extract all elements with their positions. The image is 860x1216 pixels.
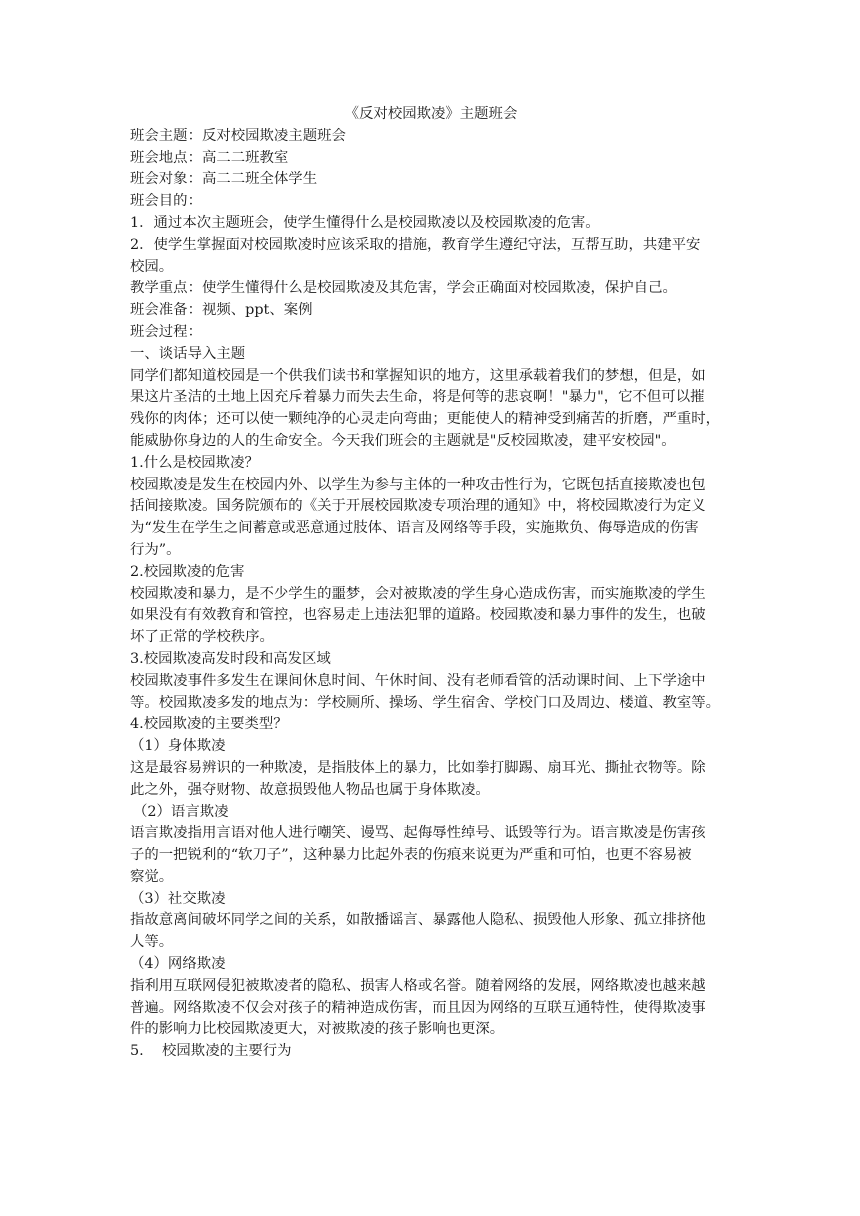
meta-topic: 班会主题：反对校园欺凌主题班会 (130, 127, 346, 144)
meta-location: 班会地点：高二二班教室 (130, 149, 289, 166)
subsection-heading: 1.什么是校园欺凌？ (130, 454, 259, 471)
key-point: 教学重点：使学生懂得什么是校园欺凌及其危害，学会正确面对校园欺凌，保护自己。 (130, 280, 677, 297)
paragraph-line: 人等。 (130, 934, 174, 951)
type-heading: （2）语言欺凌 (133, 803, 229, 820)
subsection-heading: 2.校园欺凌的危害 (130, 563, 245, 580)
paragraph-line: 语言欺凌指用言语对他人进行嘲笑、谩骂、起侮辱性绰号、诋毁等行为。语言欺凌是伤害孩 (130, 825, 706, 842)
paragraph-line: 指利用互联网侵犯被欺凌者的隐私、损害人格或名誉。随着网络的发展，网络欺凌也越来越 (130, 977, 706, 994)
objective-1: 1．通过本次主题班会，使学生懂得什么是校园欺凌以及校园欺凌的危害。 (130, 214, 600, 231)
paragraph-line: 能威胁你身边的人的生命安全。今天我们班会的主题就是"反校园欺凌，建平安校园"。 (130, 432, 676, 449)
paragraph-line: 同学们都知道校园是一个供我们读书和掌握知识的地方，这里承载着我们的梦想，但是，如 (130, 367, 706, 384)
type-heading: （1）身体欺凌 (130, 738, 226, 755)
paragraph-line: 果这片圣洁的土地上因充斥着暴力而失去生命，将是何等的悲哀啊！"暴力"，它不但可以摧 (130, 389, 705, 406)
paragraph-line: 校园欺凌和暴力，是不少学生的噩梦，会对被欺凌的学生身心造成伤害，而实施欺凌的学生 (130, 585, 706, 602)
paragraph-line: 为“发生在学生之间蓄意或恶意通过肢体、语言及网络等手段，实施欺负、侮辱造成的伤害 (130, 520, 699, 537)
process-label: 班会过程： (130, 323, 202, 340)
paragraph-line: 普遍。网络欺凌不仅会对孩子的精神造成伤害，而且因为网络的互联互通特性，使得欺凌事 (130, 999, 706, 1016)
paragraph-line: 校园欺凌是发生在校园内外、以学生为参与主体的一种攻击性行为，它既包括直接欺凌也包 (130, 476, 706, 493)
paragraph-line: 察觉。 (130, 868, 174, 885)
paragraph-line: 坏了正常的学校秩序。 (130, 629, 274, 646)
paragraph-line: 指故意离间破坏同学之间的关系，如散播谣言、暴露他人隐私、损毁他人形象、孤立排挤他 (130, 912, 706, 929)
objective-2: 2．使学生掌握面对校园欺凌时应该采取的措施，教育学生遵纪守法，互帮互助，共建平安 (130, 236, 701, 253)
type-heading: （3）社交欺凌 (130, 890, 226, 907)
section-heading: 一、谈话导入主题 (130, 345, 246, 362)
paragraph-line: 如果没有有效教育和管控，也容易走上违法犯罪的道路。校园欺凌和暴力事件的发生，也破 (130, 607, 706, 624)
meta-purpose-label: 班会目的： (130, 193, 202, 210)
document-page (130, 104, 732, 1063)
paragraph-line: 括间接欺凌。国务院颁布的《关于开展校园欺凌专项治理的通知》中，将校园欺凌行为定义 (130, 498, 706, 515)
document-title: 《反对校园欺凌》主题班会 (344, 106, 518, 122)
preparation: 班会准备：视频、ppt、案例 (130, 302, 313, 319)
subsection-heading: 5. 校园欺凌的主要行为 (130, 1043, 292, 1060)
paragraph-line: 这是最容易辨识的一种欺凌，是指肢体上的暴力，比如拳打脚踢、扇耳光、撕扯衣物等。除 (130, 759, 706, 776)
paragraph-line: 等。校园欺凌多发的地点为：学校厕所、操场、学生宿舍、学校门口及周边、楼道、教室等。 (130, 694, 721, 711)
paragraph-line: 此之外，强夺财物、故意损毁他人物品也属于身体欺凌。 (130, 781, 490, 798)
paragraph-line: 行为”。 (130, 541, 181, 558)
paragraph-line: 子的一把锐利的“软刀子”，这种暴力比起外表的伤痕来说更为严重和可怕，也更不容易被 (130, 847, 692, 864)
paragraph-line: 残你的肉体；还可以使一颗纯净的心灵走向弯曲；更能使人的精神受到痛苦的折磨，严重时， (130, 411, 721, 428)
paragraph-line: 校园欺凌事件多发生在课间休息时间、午休时间、没有老师看管的活动课时间、上下学途中 (130, 672, 706, 689)
objective-2-cont: 校园。 (130, 258, 174, 275)
meta-audience: 班会对象：高二二班全体学生 (130, 171, 318, 188)
type-heading: （4）网络欺凌 (130, 956, 226, 973)
subsection-heading: 3.校园欺凌高发时段和高发区域 (130, 650, 331, 667)
subsection-heading: 4.校园欺凌的主要类型？ (130, 716, 288, 733)
paragraph-line: 件的影响力比校园欺凌更大，对被欺凌的孩子影响也更深。 (130, 1021, 505, 1038)
